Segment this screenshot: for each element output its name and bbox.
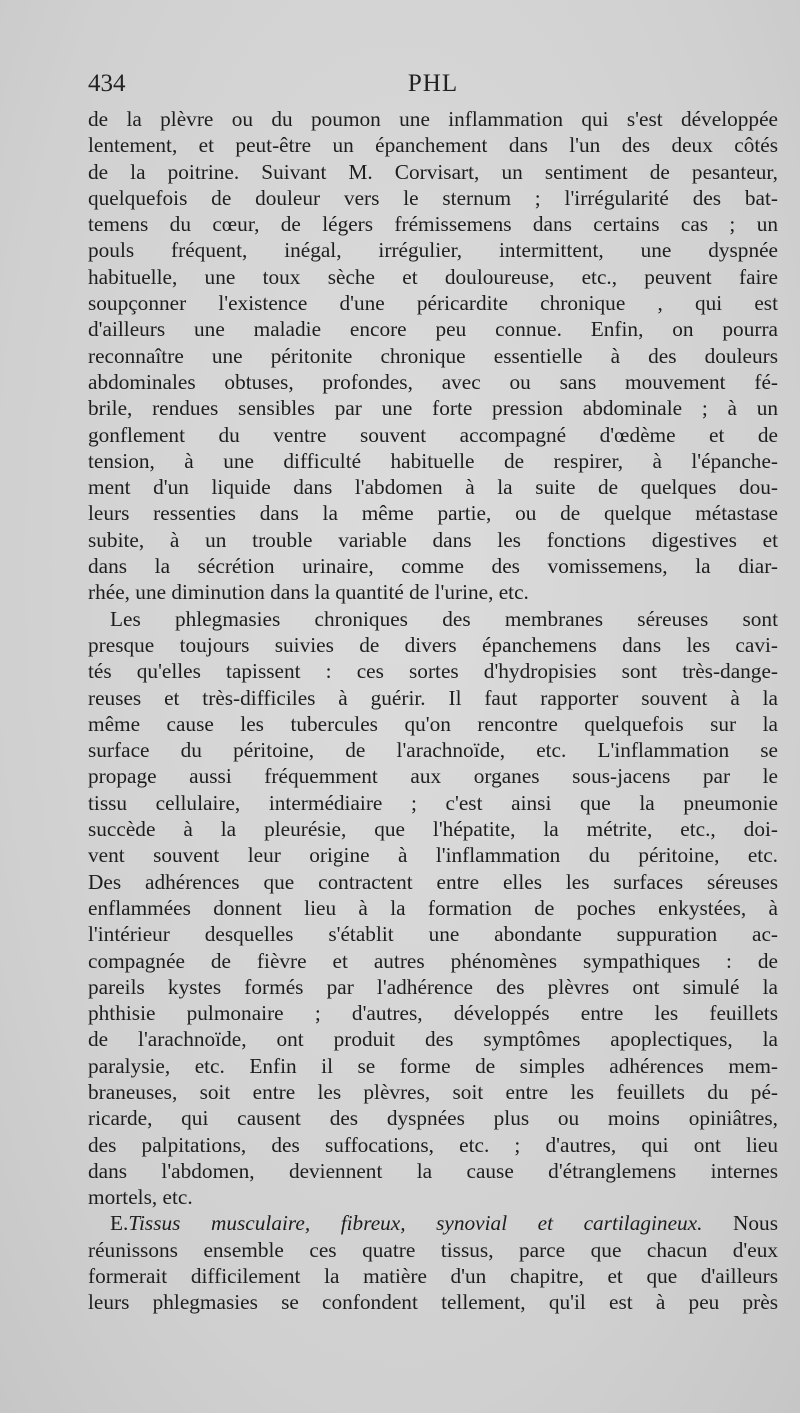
text-line: habituelle, une toux sèche et douloureuse, etc., peuvent faire bbox=[88, 264, 778, 289]
text-line: dans la sécrétion urinaire, comme des vomissemens, la diar- bbox=[88, 554, 778, 579]
text-line: leurs ressenties dans la même partie, ou de quelque métastase bbox=[88, 501, 778, 526]
text-line: réunissons ensemble ces quatre tissus, parce que chacun d'eux bbox=[88, 1237, 778, 1262]
text-line: ricarde, qui causent des dyspnées plus ou moins opiniâtres, bbox=[88, 1106, 778, 1131]
text-line: leurs phlegmasies se confondent tellement, qu'il est à peu près bbox=[88, 1290, 778, 1315]
text-line: de la plèvre ou du poumon une inflammation qui s'est développée bbox=[88, 107, 778, 131]
text-line: surface du péritoine, de l'arachnoïde, etc. L'inflammation se bbox=[88, 738, 778, 763]
text-line: soupçonner l'existence d'une péricardite chronique , qui est bbox=[88, 291, 778, 316]
text-line: reconnaître une péritonite chronique essentielle à des douleurs bbox=[88, 343, 778, 368]
page-number: 434 bbox=[88, 70, 126, 97]
text-line: abdominales obtuses, profondes, avec ou sans mouvement fé- bbox=[88, 369, 778, 394]
text-line: braneuses, soit entre les plèvres, soit entre les feuillets du pé- bbox=[88, 1079, 778, 1104]
text-line: ment d'un liquide dans l'abdomen à la suite de quelques dou- bbox=[88, 475, 778, 500]
section-heading-line bbox=[88, 1210, 778, 1236]
section-continuation: Nous bbox=[733, 1211, 778, 1236]
body-text bbox=[88, 106, 778, 1316]
text-line: l'intérieur desquelles s'établit une abondante suppuration ac- bbox=[88, 922, 778, 947]
text-line: de la poitrine. Suivant M. Corvisart, un sentiment de pesanteur, bbox=[88, 159, 778, 184]
text-line: subite, à un trouble variable dans les fonctions digestives et bbox=[88, 527, 778, 552]
page-header bbox=[88, 70, 778, 104]
text-line: enflammées donnent lieu à la formation de poches enkystées, à bbox=[88, 895, 778, 920]
text-line: presque toujours suivies de divers épanchemens dans les cavi- bbox=[88, 632, 778, 657]
text-line: tés qu'elles tapissent : ces sortes d'hydropisies sont très-dange- bbox=[88, 659, 778, 684]
text-line: tissu cellulaire, intermédiaire ; c'est ainsi que la pneumonie bbox=[88, 790, 778, 815]
section-letter: E. bbox=[110, 1211, 129, 1236]
text-line: des palpitations, des suffocations, etc. ; d'autres, qui ont lieu bbox=[88, 1132, 778, 1157]
text-line: pouls fréquent, inégal, irrégulier, intermittent, une dyspnée bbox=[88, 238, 778, 263]
running-head: PHL bbox=[407, 70, 459, 97]
text-line: vent souvent leur origine à l'inflammation du péritoine, etc. bbox=[88, 843, 778, 868]
text-line: reuses et très-difficiles à guérir. Il faut rapporter souvent à la bbox=[88, 685, 778, 710]
text-line: phthisie pulmonaire ; d'autres, développés entre les feuillets bbox=[88, 1001, 778, 1026]
section-title: Tissus musculaire, fibreux, synovial et cartilagineux. bbox=[128, 1211, 703, 1236]
text-line: formerait difficilement la matière d'un chapitre, et que d'ailleurs bbox=[88, 1264, 778, 1289]
text-line: de l'arachnoïde, ont produit des symptômes apoplectiques, la bbox=[88, 1027, 778, 1052]
text-line: quelquefois de douleur vers le sternum ; l'irrégularité des bat- bbox=[88, 185, 778, 210]
text-line: Des adhérences que contractent entre elles les surfaces séreuses bbox=[88, 869, 778, 894]
text-line: mortels, etc. bbox=[88, 1185, 193, 1210]
text-line: brile, rendues sensibles par une forte pression abdominale ; à un bbox=[88, 396, 778, 421]
text-line: compagnée de fièvre et autres phénomènes sympathiques : de bbox=[88, 948, 778, 973]
text-line: lentement, et peut-être un épanchement dans l'un des deux côtés bbox=[88, 133, 778, 158]
text-line: pareils kystes formés par l'adhérence des plèvres ont simulé la bbox=[88, 974, 778, 999]
text-line: temens du cœur, de légers frémissemens dans certains cas ; un bbox=[88, 212, 778, 237]
text-line: rhée, une diminution dans la quantité de l'urine, etc. bbox=[88, 580, 529, 605]
text-line: d'ailleurs une maladie encore peu connue. Enfin, on pourra bbox=[88, 317, 778, 342]
text-line: même cause les tubercules qu'on rencontre quelquefois sur la bbox=[88, 711, 778, 736]
text-line: gonflement du ventre souvent accompagné d'œdème et de bbox=[88, 422, 778, 447]
text-line: succède à la pleurésie, que l'hépatite, la métrite, etc., doi- bbox=[88, 817, 778, 842]
text-line: tension, à une difficulté habituelle de respirer, à l'épanche- bbox=[88, 448, 778, 473]
text-line: dans l'abdomen, deviennent la cause d'étranglemens internes bbox=[88, 1158, 778, 1183]
text-line: paralysie, etc. Enfin il se forme de simples adhérences mem- bbox=[88, 1053, 778, 1078]
text-line: Les phlegmasies chroniques des membranes séreuses sont bbox=[110, 606, 778, 631]
text-line: propage aussi fréquemment aux organes sous-jacens par le bbox=[88, 764, 778, 789]
